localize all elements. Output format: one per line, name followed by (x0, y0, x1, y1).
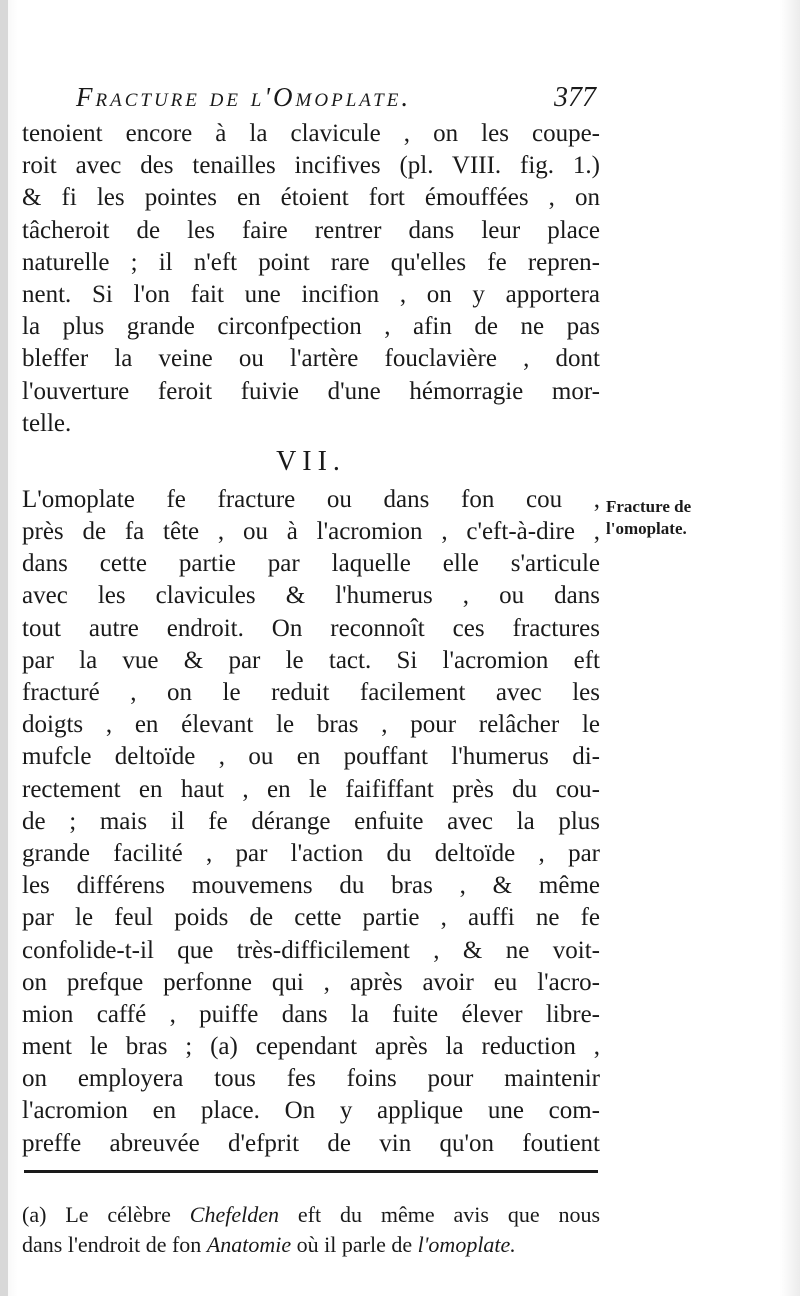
text-line: tout autre endroit. On reconnoît ces fractures (22, 614, 600, 642)
text-line: grande facilité , par l'action du deltoïde , par (22, 839, 600, 867)
footnote-line (22, 1200, 600, 1230)
text-line: L'omoplate fe fracture ou dans fon cou , (22, 485, 600, 513)
text-line: naturelle ; il n'eft point rare qu'elles fe repren- (22, 248, 600, 276)
margin-note-line: Fracture de (606, 497, 692, 516)
text-line: confolide-t-il que très-difficilement , & ne voit- (22, 936, 600, 964)
footnote-author: Chefelden (189, 1202, 279, 1227)
footnote-term: l'omoplate. (417, 1232, 516, 1257)
footnote-text: eft du même avis que nous (297, 1202, 601, 1227)
text-line: fracturé , on le reduit facilement avec les (22, 679, 600, 706)
text-line: rectement en haut , en le faififfant près du cou- (22, 775, 600, 803)
text-line: on prefque perfonne qui , après avoir eu l'acro- (22, 968, 600, 996)
text-line: de ; mais il fe dérange enfuite avec la plus (22, 807, 600, 835)
text-line: telle. (22, 409, 72, 437)
main-text (22, 118, 600, 1160)
footnote (22, 1200, 600, 1260)
footnote-text: où il parle de (296, 1232, 413, 1257)
footnote-line (22, 1230, 600, 1260)
margin-note-line: l'omoplate. (606, 519, 687, 538)
page-edge-shadow (0, 0, 8, 1296)
footnote-text: Le célèbre (65, 1202, 171, 1227)
text-line: l'acromion en place. On y applique une com- (22, 1097, 600, 1125)
text-line: par le feul poids de cette partie , auffi ne fe (22, 904, 600, 932)
footnote-work-title: Anatomie (206, 1232, 292, 1257)
text-line: près de fa tête , ou à l'acromion , c'eft-à-dire , (22, 518, 600, 546)
text-line: la plus grande circonfpection , afin de ne pas (22, 313, 600, 341)
text-line: bleffer la veine ou l'artère fouclavière , dont (22, 345, 600, 373)
text-line: on employera tous fes foins pour maintenir (22, 1065, 600, 1093)
text-line: ment le bras ; (a) cependant après la reduction , (22, 1033, 600, 1061)
footnote-marker: (a) (22, 1202, 47, 1227)
text-line: par la vue & par le tact. Si l'acromion eft (22, 646, 600, 674)
text-line: roit avec des tenailles incifives (pl. VIII. fig. 1.) (22, 152, 600, 180)
running-title: Fracture de l'Omoplate. (76, 82, 412, 112)
text-line: & fi les pointes en étoient fort émouffées , on (22, 184, 600, 212)
text-line: dans cette partie par laquelle elle s'articule (22, 550, 600, 578)
text-line: l'ouverture feroit fuivie d'une hémorragie mor- (22, 377, 600, 405)
text-line: les différens mouvemens du bras , & même (22, 872, 600, 900)
section-heading: VII. (276, 445, 346, 477)
text-line: avec les clavicules & l'humerus , ou dans (22, 582, 600, 610)
text-line: mion caffé , puiffe dans la fuite élever libre- (22, 1000, 600, 1028)
footnote-divider (24, 1170, 598, 1173)
text-line: tâcheroit de les faire rentrer dans leur place (22, 216, 600, 244)
text-line: mufcle deltoïde , ou en pouffant l'humerus di- (22, 743, 600, 771)
page-header (76, 80, 596, 120)
footnote-text: dans l'endroit de fon (22, 1232, 202, 1257)
margin-note (606, 496, 736, 540)
text-line: preffe abreuvée d'efprit de vin qu'on foutient (22, 1129, 600, 1157)
page-number: 377 (554, 82, 596, 113)
text-line: nent. Si l'on fait une incifion , on y apportera (22, 280, 600, 308)
text-line: tenoient encore à la clavicule , on les coupe- (22, 120, 600, 147)
text-line: doigts , en élevant le bras , pour relâcher le (22, 711, 600, 739)
